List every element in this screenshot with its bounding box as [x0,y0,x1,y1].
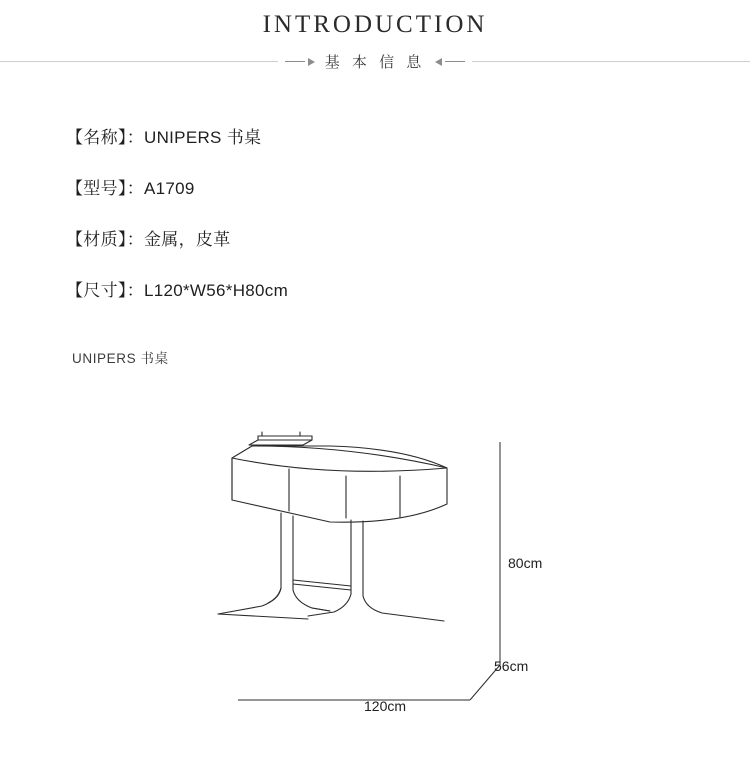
spec-label: 【尺寸】： [66,281,144,300]
subtitle-divider [0,51,750,72]
arrow-right-icon [308,58,315,66]
spec-value: L120*W56*H80cm [144,281,289,300]
page-subtitle: 基 本 信 息 [324,54,426,71]
dash-left [285,61,305,62]
spec-value: 金属，皮革 [144,230,231,249]
spec-row [66,228,750,252]
spec-row [66,126,750,150]
page-title: INTRODUCTION [262,11,488,38]
spec-row [66,279,750,303]
page-header [0,0,750,72]
subtitle-group [278,51,472,72]
spec-label: 【型号】： [66,179,144,198]
spec-row [66,177,750,201]
spec-value: UNIPERS 书桌 [144,128,262,147]
spec-list [0,126,750,303]
spec-label: 【名称】： [66,128,144,147]
product-diagram [0,400,750,740]
divider-line-right [472,61,750,62]
dimension-height-label: 80cm [508,555,543,571]
desk-line-drawing [0,400,750,740]
dash-right [445,61,465,62]
dimension-depth-label: 56cm [494,658,529,674]
arrow-left-icon [435,58,442,66]
dimension-width-label: 120cm [364,698,407,714]
spec-value: A1709 [144,179,195,198]
spec-label: 【材质】： [66,230,144,249]
divider-line-left [0,61,278,62]
product-caption: UNIPERS 书桌 [72,351,169,366]
